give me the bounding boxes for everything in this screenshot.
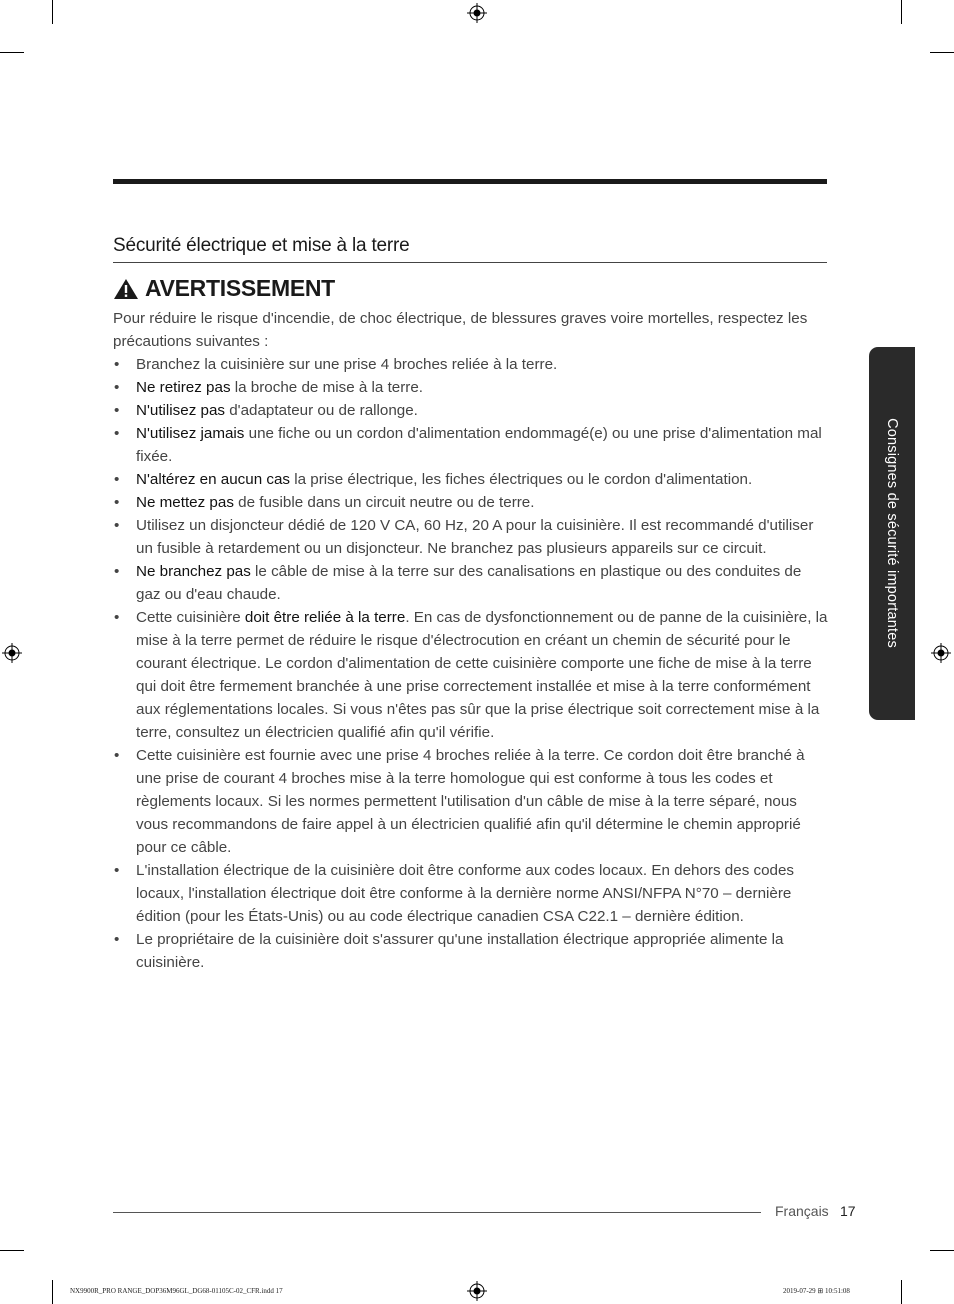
registration-mark-icon <box>467 1281 487 1301</box>
list-item: • Cette cuisinière est fournie avec une prise 4 broches reliée à la terre. Ce cordon doit être branché à une prise de courant 4 broches mise à la terre homologue qui est conforme à tous les codes et règlements locaux. Si les normes permettent l'utilisation d'un câble de mise à la terre séparé, nous vous recommandons de faire appel à un électricien qualifié afin qu'il détermine le chemin approprié pour ce câble. <box>114 747 805 856</box>
crop-mark <box>0 1250 24 1251</box>
list-item: • Ne retirez pas la broche de mise à la terre. <box>114 379 424 396</box>
warning-triangle-icon <box>113 278 139 300</box>
registration-mark-icon <box>2 643 22 663</box>
registration-mark-icon <box>467 3 487 23</box>
list-item: • N'utilisez jamais une fiche ou un cordon d'alimentation endommagé(e) ou une prise d'alimentation mal fixée. <box>114 425 822 465</box>
list-item: • Utilisez un disjoncteur dédié de 120 V CA, 60 Hz, 20 A pour la cuisinière. Il est recommandé d'utiliser un fusible à retardement ou un disjoncteur. Ne branchez pas plusieurs appareils sur ce circuit. <box>114 517 814 557</box>
list-item: • Le propriétaire de la cuisinière doit s'assurer qu'une installation électrique appropriée alimente la cuisinière. <box>114 931 784 971</box>
footer-language: Français <box>775 1203 829 1219</box>
list-item: • Branchez la cuisinière sur une prise 4 broches reliée à la terre. <box>114 356 558 373</box>
crop-mark <box>930 1250 954 1251</box>
crop-mark <box>901 1280 902 1304</box>
list-item: • Cette cuisinière doit être reliée à la terre. En cas de dysfonctionnement ou de panne de la cuisinière, la mise à la terre permet de réduire le risque d'électrocution en créant un chemin de sécurité pour le courant électrique. Le cordon d'alimentation de cette cuisinière comporte une fiche de mise à la terre qui doit être fermement branchée à une prise correctement installée et mise à la terre conformément aux réglementations locales. Si vous n'êtes pas sûr que la prise électrique soit correctement mise à la terre, consultez un électricien qualifié afin qu'il vérifie. <box>114 609 828 741</box>
print-slug-date: 2019-07-29 ⊞ 10:51:08 <box>783 1287 850 1295</box>
crop-mark <box>930 52 954 53</box>
crop-mark <box>52 0 53 24</box>
list-item: • Ne mettez pas de fusible dans un circuit neutre ou de terre. <box>114 494 535 511</box>
warning-label: AVERTISSEMENT <box>145 275 335 301</box>
warning-intro: Pour réduire le risque d'incendie, de choc électrique, de blessures graves voire mortelles, respectez les précautions suivantes : <box>113 310 808 350</box>
list-item: • L'installation électrique de la cuisinière doit être conforme aux codes locaux. En dehors des codes locaux, l'installation électrique doit être conforme à la dernière norme ANSI/NFPA N°70 – dernière édition (pour les États-Unis) ou au code électrique canadien CSA C22.1 – dernière édition. <box>114 862 795 925</box>
registration-mark-icon <box>931 643 951 663</box>
crop-mark <box>901 0 902 24</box>
list-item: • N'altérez en aucun cas la prise électrique, les fiches électriques ou le cordon d'alimentation. <box>114 471 753 488</box>
crop-mark <box>0 52 24 53</box>
list-item: • Ne branchez pas le câble de mise à la terre sur des canalisations en plastique ou des conduites de gaz ou d'eau chaude. <box>114 563 802 603</box>
side-chapter-tab-label: Consignes de sécurité importantes <box>884 418 900 648</box>
warning-content <box>113 307 829 974</box>
list-item: • N'utilisez pas d'adaptateur ou de rallonge. <box>114 402 418 419</box>
section-title: Sécurité électrique et mise à la terre <box>113 235 827 263</box>
print-slug-file: NX9900R_PRO RANGE_DOP36M96GL_DG68-01105C-02_CFR.indd 17 <box>70 1287 283 1295</box>
page-number: 17 <box>840 1203 856 1219</box>
footer-rule <box>113 1212 761 1213</box>
precautions-list <box>113 353 829 974</box>
crop-mark <box>52 1280 53 1304</box>
top-rule <box>113 179 827 184</box>
warning-heading <box>113 275 335 302</box>
